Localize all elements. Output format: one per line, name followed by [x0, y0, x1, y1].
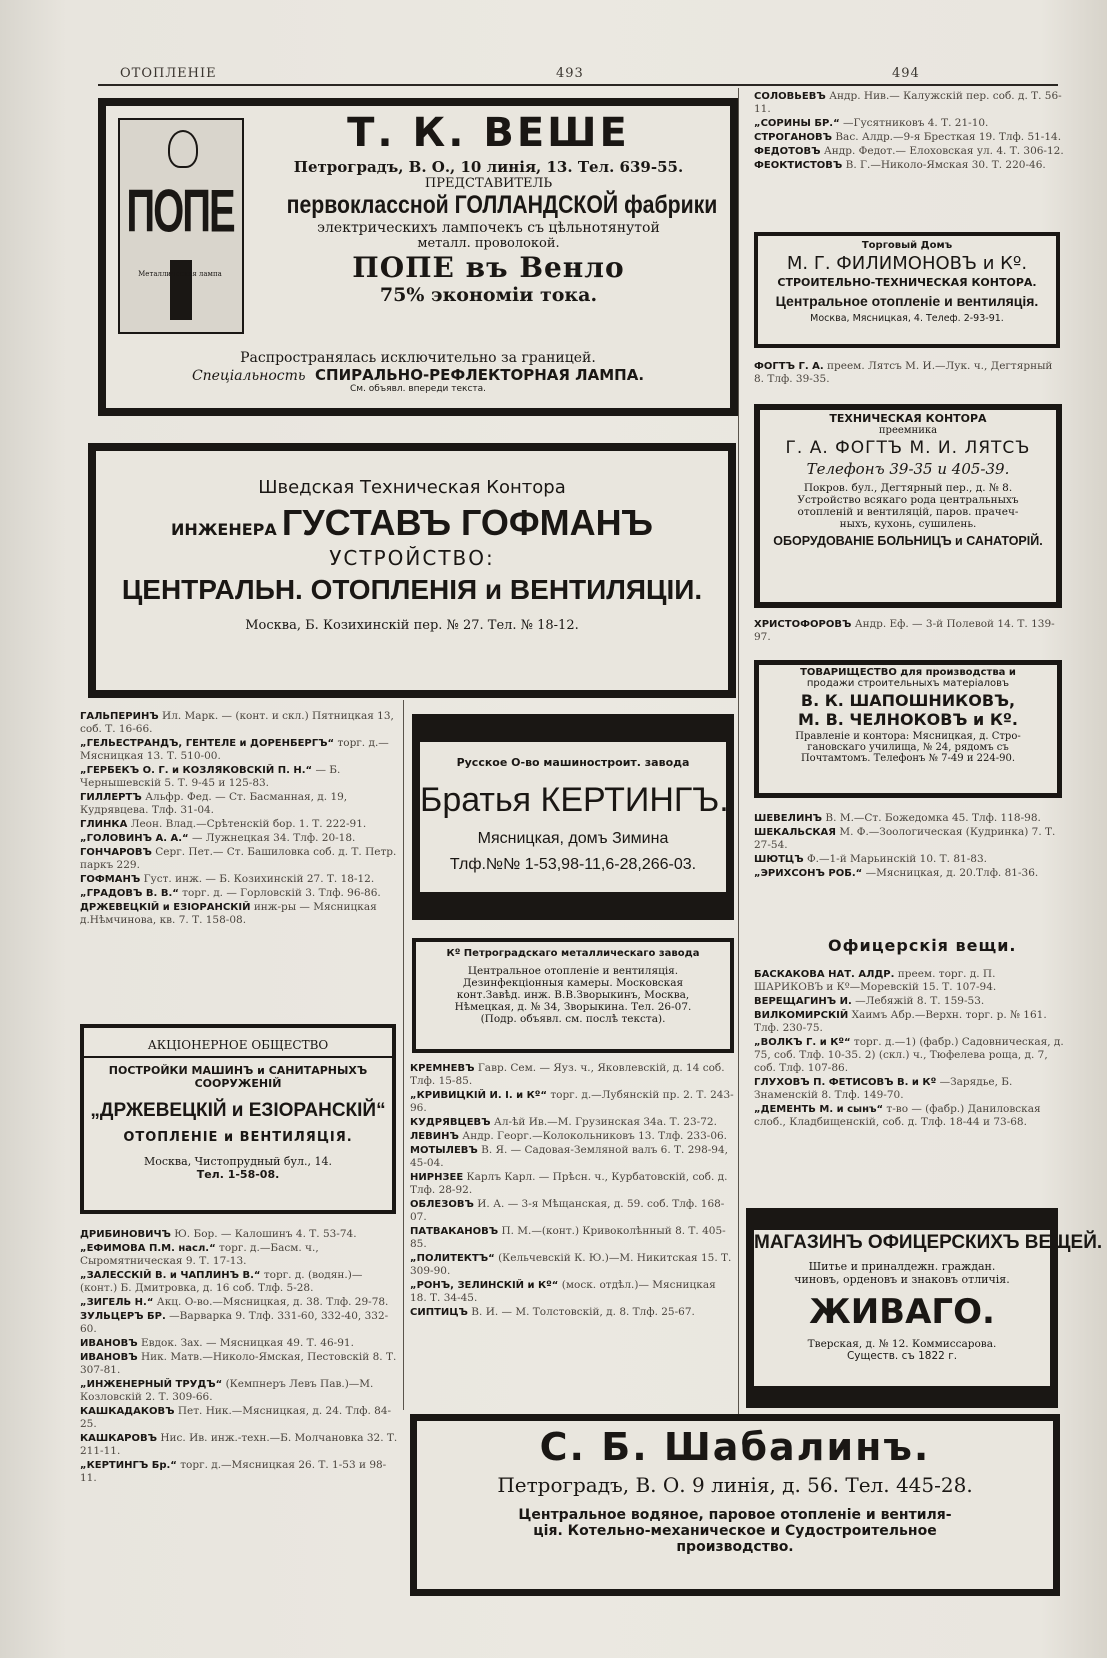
listing-entry: ВИЛКОМИРСКІЙ Хаимъ Абр.—Верхн. торг. р. № 161. Тлф. 230-75. — [754, 1009, 1047, 1034]
ad-zhivago — [746, 1208, 1103, 1408]
listing-entry: „ПОЛИТЕКТЪ“ (Кельчевскій К. Ю.)—М. Никитская 15. Т. 309-90. — [410, 1252, 732, 1277]
listing-entry: „КЕРТИНГЪ Бр.“ торг. д.—Мясницкая 26. Т. 1-53 и 98-11. — [80, 1459, 387, 1484]
ad-petrograd-l1: Кº Петроградскаго металлическаго завода — [446, 948, 700, 959]
ad-petrograd-l5: Нѣмецкая, д. № 34, Зворыкина. Тел. 26-07. — [454, 1001, 692, 1013]
listing-column-right-mid — [754, 812, 1064, 881]
ad-filimonov-l5: Москва, Мясницкая, 4. Телеф. 2-93-91. — [810, 313, 1004, 324]
listing-entry: „СОРИНЫ БР.“ —Гусятниковъ 4. Т. 21-10. — [754, 117, 989, 129]
listing-column-right-top — [754, 90, 1064, 173]
header-rule — [98, 84, 1058, 86]
listing-entry: „ИНЖЕНЕРНЫЙ ТРУДЪ“ (Кемпнеръ Левъ Пав.)—М. Козловскій 2. Т. 309-66. — [80, 1378, 374, 1403]
ad-veshe-l8b: СПИРАЛЬНО-РЕФЛЕКТОРНАЯ ЛАМПА. — [315, 366, 645, 384]
listing-entry: „КРИВИЦКІЙ И. І. и Кº“ торг. д.—Лубянскій пр. 2. Т. 243-96. — [410, 1089, 734, 1114]
listing-column-right-fogt — [754, 360, 1064, 387]
listing-entry: ИВАНОВЪ Евдок. Зах. — Мясницкая 49. Т. 46-91. — [80, 1337, 354, 1349]
listing-entry: КРЕМНЕВЪ Гавр. Сем. — Яуз. ч., Яковлевскій, д. 14 соб. Тлф. 15-85. — [410, 1062, 725, 1087]
ad-shabalin — [410, 1414, 1060, 1596]
ad-drzhevetsky-l2: ПОСТРОЙКИ МАШИНЪ и САНИТАРНЫХЪ — [108, 1064, 368, 1077]
listing-entry: „ДЕМЕНТЬ М. и сынъ“ т-во — (фабр.) Даниловская слоб., Кладбищенскій, соб. д. Тлф. 18-44 и 73-68. — [754, 1103, 1041, 1128]
ad-fogt-l2: преемника — [878, 425, 938, 436]
page-number-right: 494 — [892, 66, 920, 81]
ad-shabalin-l3: Центральное водяное, паровое отопленіе и вентиля- — [518, 1507, 952, 1523]
lamp-stand — [170, 260, 192, 320]
listing-entry: ШЕВЕЛИНЪ В. М.—Ст. Божедомка 45. Тлф. 118-98. — [754, 812, 1041, 824]
ad-shabalin-l4: ція. Котельно-механическое и Судостроительное — [533, 1523, 937, 1539]
ad-shaposhnikov-l4: М. В. ЧЕЛНОКОВЪ и Кº. — [798, 710, 1018, 729]
ad-shaposhnikov-l3: В. К. ШАПОШНИКОВЪ, — [800, 691, 1016, 710]
ad-hofman-l2a: ИНЖЕНЕРА — [171, 520, 277, 539]
listing-entry: ГОНЧАРОВЪ Серг. Пет.— Ст. Башиловка соб. д. Т. Петр. паркъ 229. — [80, 846, 397, 871]
ad-shabalin-l1: С. Б. Шабалинъ. — [539, 1425, 931, 1469]
lightbulb-icon — [168, 130, 198, 168]
ad-zhivago-l3: чиновъ, орденовъ и знаковъ отличія. — [794, 1273, 1010, 1286]
listing-entry: ФЕДОТОВЪ Андр. Федот.— Елоховская ул. 4. Т. 306-12. — [754, 145, 1064, 157]
listing-entry: СОЛОВЬЕВЪ Андр. Нив.— Калужскій пер. соб. д. Т. 56-11. — [754, 90, 1062, 115]
listing-entry: КАШКАДАКОВЪ Пет. Ник.—Мясницкая, д. 24. Тлф. 84-25. — [80, 1405, 392, 1430]
ad-hofman-l3: УСТРОЙСТВО: — [329, 546, 495, 570]
listing-entry: ХРИСТОФОРОВЪ Андр. Еф. — 3-й Полевой 14. Т. 139-97. — [754, 618, 1055, 643]
ad-petrograd-metal — [412, 938, 734, 1053]
ad-petrograd-l4: конт.Завѣд. инж. В.В.Зворыкинъ, Москва, — [456, 989, 690, 1001]
column-rule-left — [403, 700, 404, 1410]
listing-entry: СИПТИЦЪ В. И. — М. Толстовскій, д. 8. Тлф. 25-67. — [410, 1306, 695, 1318]
listing-entry: „ГЕЛЬЕСТРАНДЪ, ГЕНТЕЛЕ и ДОРЕНБЕРГЪ“ торг. д.—Мясницкая 13. Т. 510-00. — [80, 737, 389, 762]
ad-veshe-l9: См. объявл. впереди текста. — [349, 384, 487, 394]
listing-entry: НИРНЗЕЕ Карлъ Карл. — Прѣсн. ч., Курбатовскій, соб. д. Тлф. 28-92. — [410, 1171, 728, 1196]
ad-fogt-l4: Телефонъ 39-35 и 405-39. — [806, 460, 1010, 478]
ad-shabalin-l5: производство. — [676, 1539, 794, 1555]
ad-hofman-l4: ЦЕНТРАЛЬН. ОТОПЛЕНІЯ и ВЕНТИЛЯЦІИ. — [121, 574, 703, 605]
ad-drzhevetsky-l6: Москва, Чистопрудный бул., 14. — [144, 1155, 332, 1168]
listing-column-middle — [410, 1062, 734, 1320]
ad-drzhevetsky-l1: АКЦІОНЕРНОЕ ОБЩЕСТВО — [84, 1038, 392, 1058]
listing-entry: ШЕКАЛЬСКАЯ М. Ф.—Зоологическая (Кудринка) 7. Т. 27-54. — [754, 826, 1056, 851]
listing-entry: ГЛУХОВЪ П. ФЕТИСОВЪ В. и Кº —Зарядье, Б. Знаменскій 8. Тлф. 149-70. — [754, 1076, 1013, 1101]
ad-fogt-l7: отопленій и вентиляцій, паров. прачеч- — [797, 506, 1019, 518]
ad-fogt-l8: ныхъ, кухонь, сушилень. — [839, 518, 977, 530]
column-rule-right — [738, 88, 739, 1418]
listing-entry: „РОНЪ, ЗЕЛИНСКІЙ и Кº“ (моск. отдѣл.)— Мясницкая 18. Т. 34-45. — [410, 1279, 716, 1304]
listing-entry: ГАЛЬПЕРИНЪ Ил. Марк. — (конт. и скл.) Пятницкая 13, соб. Т. 16-66. — [80, 710, 394, 735]
ad-hofman-l1: Шведская Техническая Контора — [258, 477, 566, 498]
ad-veshe — [98, 98, 738, 416]
listing-entry: ФОГТЪ Г. А. преем. Лятсъ М. И.—Лук. ч., Дегтярный 8. Тлф. 39-35. — [754, 360, 1053, 385]
listing-entry: ГОФМАНЪ Густ. инж. — Б. Козихинскій 27. Т. 18-12. — [80, 873, 375, 885]
ad-veshe-l2: первоклассной ГОЛЛАНДСКОЙ фабрики — [286, 191, 718, 219]
lamp-caption: Металлическая лампа — [138, 270, 222, 278]
ad-veshe-l1: ПРЕДСТАВИТЕЛЬ — [424, 176, 553, 191]
ad-petrograd-l3: Дезинфекціонныя камеры. Московская — [462, 977, 684, 989]
listing-entry: ИВАНОВЪ Ник. Матв.—Николо-Ямская, Пестовскій 8. Т. 307-81. — [80, 1351, 397, 1376]
ad-kerting-l4: Тлф.№№ 1-53,98-11,6-28,266-03. — [449, 856, 697, 873]
ad-hofman-l2b: ГУСТАВЪ ГОФМАНЪ — [281, 502, 653, 543]
listing-entry: „ГЕРБЕКЪ О. Г. и КОЗЛЯКОВСКІЙ П. Н.“ — Б. Чернышевскій 5. Т. 9-45 и 125-83. — [80, 764, 341, 789]
ad-petrograd-l6: (Подр. объявл. см. послѣ текста). — [480, 1013, 666, 1025]
listing-entry: ДРЖЕВЕЦКІЙ и ЕЗІОРАНСКІЙ инж-ры — Мясницкая д.Нѣмчинова, кв. 7. Т. 158-08. — [80, 901, 377, 926]
ad-veshe-l3: электрическихъ лампочекъ съ цѣльнотянутой — [317, 220, 660, 236]
page-number-left: 493 — [556, 66, 584, 81]
listing-column-right-officer — [754, 968, 1064, 1130]
ad-veshe-l6: 75% экономіи тока. — [379, 284, 598, 306]
ad-filimonov-l4: Центральное отопленіе и вентиляція. — [775, 293, 1039, 309]
ad-filimonov-l2: М. Г. ФИЛИМОНОВЪ и Кº. — [786, 253, 1028, 274]
ad-filimonov — [754, 232, 1060, 348]
listing-entry: ДРИБИНОВИЧЪ Ю. Бор. — Калошинъ 4. Т. 53-74. — [80, 1228, 357, 1240]
ad-filimonov-l3: СТРОИТЕЛЬНО-ТЕХНИЧЕСКАЯ КОНТОРА. — [777, 276, 1037, 289]
ad-fogt-l3: Г. А. ФОГТЪ М. И. ЛЯТСЪ — [785, 438, 1031, 458]
ad-veshe-l7: Распространялась исключительно за границей. — [240, 350, 596, 366]
ad-fogt-l6: Устройство всякаго рода центральныхъ — [797, 494, 1019, 506]
ad-zhivago-l6: Существ. съ 1822 г. — [846, 1350, 958, 1362]
ad-shaposhnikov-l1: ТОВАРИЩЕСТВО для производства и — [800, 667, 1016, 678]
ad-fogt — [754, 404, 1062, 608]
listing-entry: „ГРАДОВЪ В. В.“ торг. д. — Горловскій 3. Тлф. 96-86. — [80, 887, 381, 899]
ad-drzhevetsky-l4: „ДРЖЕВЕЦКІЙ и ЕЗІОРАНСКІЙ“ — [90, 1100, 386, 1121]
lamp-logo-word: ПОПЕ — [126, 178, 234, 245]
listing-entry: ПАТВАКАНОВЪ П. М.—(конт.) Кривоколѣнный 8. Т. 405-85. — [410, 1225, 726, 1250]
listing-entry: „ГОЛОВИНЪ А. А.“ — Лужнецкая 34. Тлф. 20-18. — [80, 832, 356, 844]
listing-entry: КУДРЯВЦЕВЪ Ал-ѣй Ив.—М. Грузинская 34а. Т. 23-72. — [410, 1116, 717, 1128]
ad-veshe-l8a: Спеціальность — [191, 368, 306, 384]
section-heading-officer: Офицерскія вещи. — [828, 936, 1017, 955]
ad-hofman — [88, 443, 736, 698]
listing-entry: ГИЛЛЕРТЪ Альфр. Фед. — Ст. Басманная, д. 19, Кудрявцева. Тлф. 31-04. — [80, 791, 348, 816]
ad-shaposhnikov-l5: Правленіе и контора: Мясницкая, д. Стро- — [795, 731, 1021, 742]
ad-drzhevetsky-l7: Тел. 1-58-08. — [196, 1168, 280, 1181]
listing-entry: ОБЛЕЗОВЪ И. А. — 3-я Мѣщанская, д. 59. соб. Тлф. 168-07. — [410, 1198, 725, 1223]
running-head-section: ОТОПЛЕНІЕ — [120, 66, 217, 81]
ad-zhivago-l4: ЖИВАГО. — [809, 1292, 995, 1332]
ad-fogt-l5: Покров. бул., Дегтярный пер., д. № 8. — [803, 482, 1013, 494]
ad-drzhevetsky-l3: СООРУЖЕНІЙ — [194, 1077, 282, 1090]
ad-drzhevetsky — [80, 1024, 396, 1214]
listing-entry: ГЛИНКА Леон. Влад.—Срѣтенскій бор. 1. Т. 222-91. — [80, 818, 367, 830]
ad-shaposhnikov-l6: гановскаго училища, № 24, рядомъ съ — [807, 742, 1009, 753]
ad-kerting-l1: Русское О-во машиностроит. завода — [456, 756, 690, 769]
ad-shaposhnikov-l7: Почтамтомъ. Телефонъ № 7-49 и 224-90. — [800, 753, 1016, 764]
ad-drzhevetsky-l5: ОТОПЛЕНІЕ и ВЕНТИЛЯЦІЯ. — [123, 1130, 353, 1145]
ad-zhivago-l2: Шитье и приналдежн. граждан. — [808, 1260, 996, 1273]
listing-entry: „ЕФИМОВА П.М. насл.“ торг. д.—Басм. ч., Сыромятническая 9. Т. 17-13. — [80, 1242, 319, 1267]
ad-zhivago-l5: Тверская, д. № 12. Коммиссарова. — [807, 1338, 997, 1350]
listing-entry: БАСКАКОВА НАТ. АЛДР. преем. торг. д. П. ШАРИКОВЪ и Кº—Моревскій 15. Т. 107-94. — [754, 968, 997, 993]
listing-column-left-top — [80, 710, 398, 928]
ad-petrograd-l2: Центральное отопленіе и вентиляція. — [467, 965, 679, 977]
listing-entry: СТРОГАНОВЪ Вас. Алдр.—9-я Бресткая 19. Тлф. 51-14. — [754, 131, 1062, 143]
ad-veshe-l4: металл. проволокой. — [417, 236, 560, 251]
ad-fogt-l1: ТЕХНИЧЕСКАЯ КОНТОРА — [829, 412, 987, 425]
listing-entry: „ВОЛКЪ Г. и Кº“ торг. д.—1) (фабр.) Садовническая, д. 75, соб. Тлф. 10-35. 2) (скл.) ч., Тюфелева роща, д. 7, соб. Тлф. 107-86. — [754, 1036, 1064, 1074]
ad-veshe-l5: ПОПЕ въ Венло — [352, 251, 625, 284]
lamp-illustration — [118, 118, 244, 334]
listing-entry: ВЕРЕЩАГИНЪ И. —Лебяжій 8. Т. 159-53. — [754, 995, 985, 1007]
ad-zhivago-l1: МАГАЗИНЪ ОФИЦЕРСКИХЪ ВЕЩЕЙ. — [754, 1232, 1103, 1253]
ad-hofman-l5: Москва, Б. Козихинскій пер. № 27. Тел. № 18-12. — [245, 618, 579, 633]
listing-column-left-bottom — [80, 1228, 398, 1486]
ad-veshe-title: Т. К. ВЕШЕ — [347, 110, 630, 156]
ad-shabalin-l2: Петроградъ, В. О. 9 линія, д. 56. Тел. 445-28. — [497, 1473, 973, 1497]
ad-veshe-address: Петроградъ, В. О., 10 линія, 13. Тел. 639-55. — [293, 158, 684, 176]
listing-entry: МОТЫЛЕВЪ В. Я. — Садовая-Земляной валъ 6. Т. 298-94, 45-04. — [410, 1144, 729, 1169]
ad-kerting-l3: Мясницкая, домъ Зимина — [477, 830, 669, 847]
ad-shaposhnikov — [754, 660, 1062, 798]
listing-entry: ЗУЛЬЦЕРЪ БР. —Варварка 9. Тлф. 331-60, 332-40, 332-60. — [80, 1310, 389, 1335]
ad-fogt-l9: ОБОРУДОВАНІЕ БОЛЬНИЦЪ и САНАТОРІЙ. — [773, 534, 1043, 548]
listing-entry: „ЗАЛЕССКІЙ В. и ЧАПЛИНЪ В.“ торг. д. (водян.)—(конт.) Б. Дмитровка, д. 16 соб. Тлф. 5-28. — [80, 1269, 363, 1294]
listing-entry: ЛЕВИНЪ Андр. Георг.—Колокольниковъ 13. Тлф. 233-06. — [410, 1130, 728, 1142]
listing-entry: КАШКАРОВЪ Нис. Ив. инж.-техн.—Б. Молчановка 32. Т. 211-11. — [80, 1432, 398, 1457]
listing-entry: „ЭРИХСОНЪ РОБ.“ —Мясницкая, д. 20.Тлф. 81-36. — [754, 867, 1039, 879]
ad-kerting-l2: Братья КЕРТИНГЪ. — [420, 781, 729, 819]
listing-entry: ШЮТЦЪ Ф.—1-й Марьинскій 10. Т. 81-83. — [754, 853, 987, 865]
listing-entry: „ЗИГЕЛЬ Н.“ Акц. О-во.—Мясницкая, д. 38. Тлф. 29-78. — [80, 1296, 389, 1308]
listing-column-right-hristoforov — [754, 618, 1064, 645]
listing-entry: ФЕОКТИСТОВЪ В. Г.—Николо-Ямская 30. Т. 220-46. — [754, 159, 1046, 171]
ad-kerting — [412, 714, 734, 920]
ad-filimonov-l1: Торговый Домъ — [861, 240, 953, 251]
ad-shaposhnikov-l2: продажи строительныхъ матеріаловъ — [806, 678, 1010, 689]
